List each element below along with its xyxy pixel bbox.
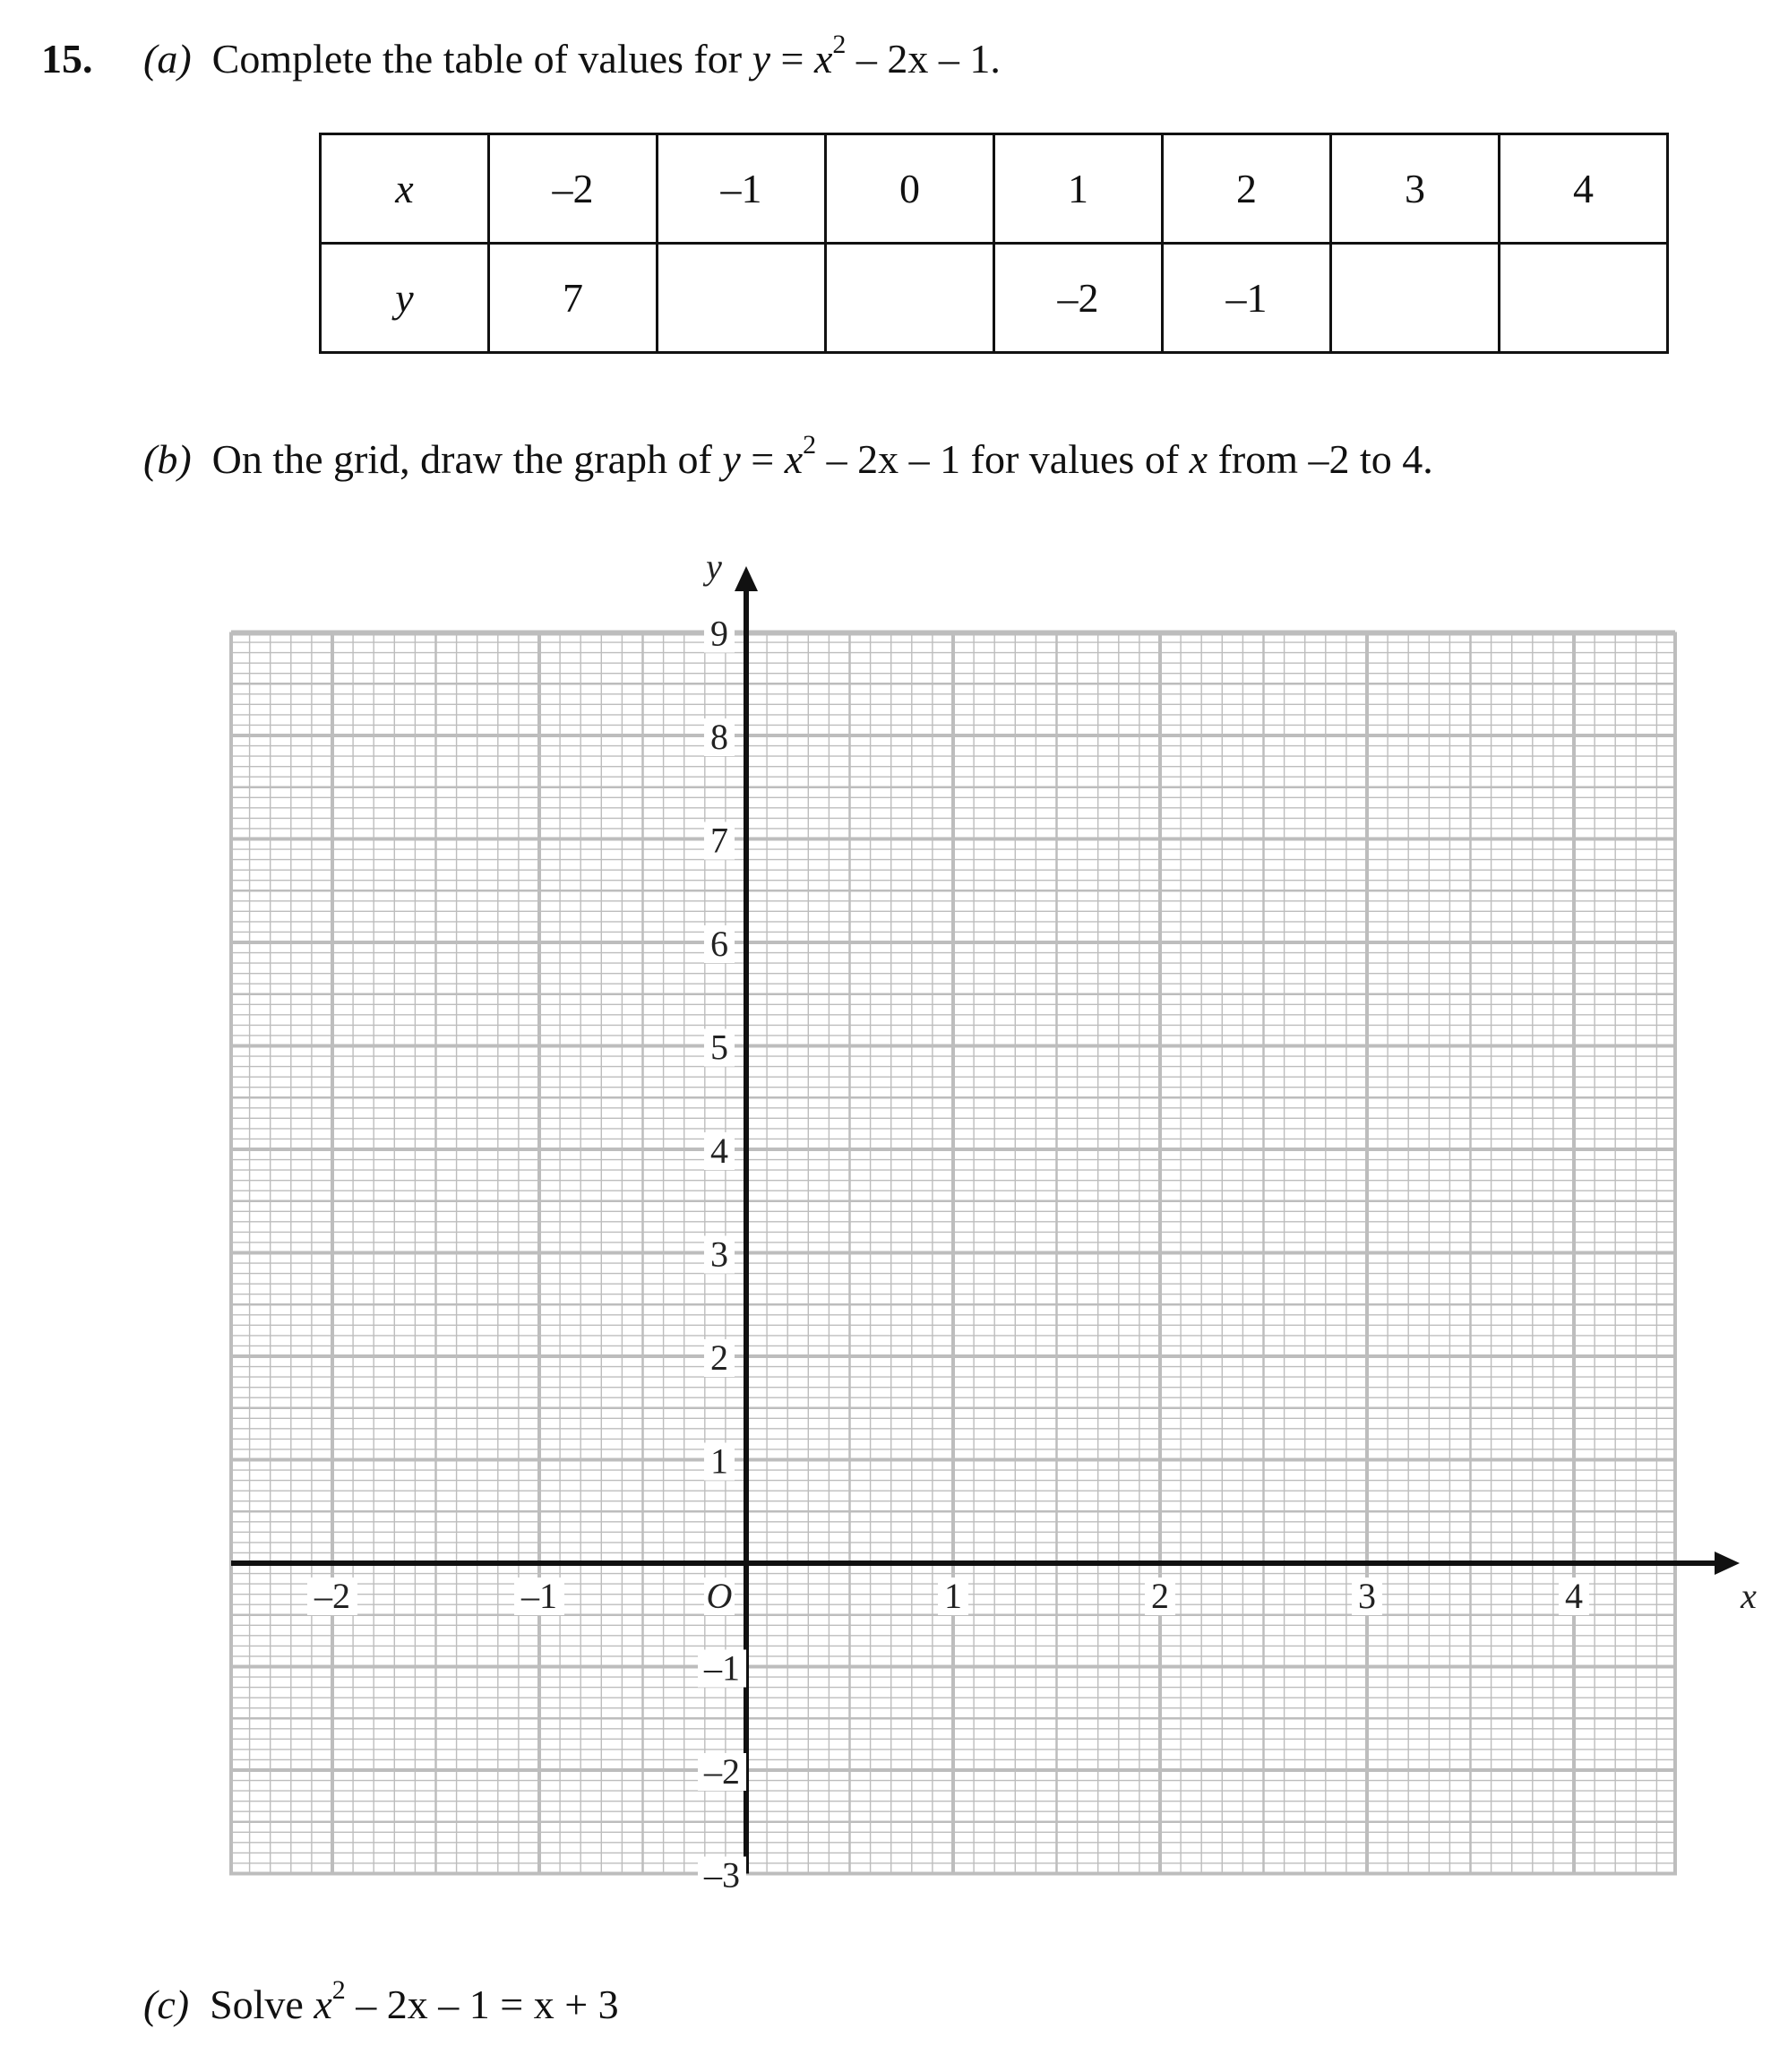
y-tick-label: 7: [710, 820, 728, 861]
y-tick-label: 5: [710, 1027, 728, 1068]
y-axis-arrow: [735, 566, 758, 591]
x-axis-label: x: [1741, 1576, 1757, 1616]
y-tick-label: 2: [710, 1337, 728, 1378]
table-cell-y[interactable]: –2: [994, 244, 1163, 353]
part-b-label: (b): [143, 436, 192, 482]
part-b-text: On the grid, draw the graph of: [211, 436, 712, 482]
y-tick-label: –1: [704, 1647, 740, 1689]
table-header-x: x: [321, 134, 489, 244]
x-axis-arrow: [1715, 1552, 1740, 1575]
part-c-text: Solve: [210, 1982, 304, 2027]
table-cell-x: 2: [1163, 134, 1331, 244]
table-cell-y[interactable]: –1: [1163, 244, 1331, 353]
table-cell-x: –2: [489, 134, 658, 244]
part-a-eq-lhs: y: [752, 36, 770, 82]
part-b-prompt: (b) On the grid, draw the graph of $y = x^2 - 2x - 1$ for values of x from –2 to 4.: [143, 430, 1433, 482]
x-tick-label: 3: [1358, 1576, 1376, 1616]
part-a-eq-rest: – 2x – 1.: [855, 36, 1001, 82]
part-c-prompt: (c) Solve $x^2 - 2x - 1 = x + 3$: [143, 1975, 619, 2027]
y-tick-label: 1: [710, 1440, 728, 1482]
table-cell-x: 0: [826, 134, 994, 244]
table-cell-x: 3: [1331, 134, 1500, 244]
question-number: 15.: [41, 36, 93, 82]
x-tick-label: –2: [314, 1576, 350, 1616]
y-tick-label: 9: [710, 613, 728, 654]
y-tick-label: 6: [710, 924, 728, 964]
part-b-range: from –2 to 4.: [1217, 436, 1433, 482]
part-c-label: (c): [143, 1982, 190, 2027]
x-tick-label: –1: [521, 1576, 557, 1616]
part-a-label: (a): [143, 36, 192, 82]
part-b-eq-rest: – 2x – 1 for values of: [826, 436, 1180, 482]
x-tick-label: 1: [944, 1576, 962, 1616]
part-a-prompt: (a) Complete the table of values for $y = x^2 - 2x - 1$.: [143, 30, 1001, 82]
table-header-y: y: [321, 244, 489, 353]
table-cell-x: 1: [994, 134, 1163, 244]
y-tick-label: –2: [704, 1751, 740, 1792]
y-tick-label: –3: [704, 1854, 740, 1896]
y-tick-label: 8: [710, 717, 728, 757]
x-tick-label: 2: [1151, 1576, 1169, 1616]
table-cell-x: –1: [658, 134, 826, 244]
y-tick-label: 4: [710, 1131, 728, 1171]
table-cell-y[interactable]: 7: [489, 244, 658, 353]
part-a-text: Complete the table of values for: [211, 36, 743, 82]
part-c-eq-rest: – 2x – 1 = x + 3: [356, 1982, 619, 2027]
x-tick-label: 4: [1565, 1576, 1583, 1616]
y-tick-label: 3: [710, 1234, 728, 1275]
axis-labels: [307, 546, 1757, 1896]
table-cell-x: 4: [1500, 134, 1668, 244]
origin-label: O: [706, 1576, 733, 1616]
y-axis-label: y: [706, 546, 722, 587]
